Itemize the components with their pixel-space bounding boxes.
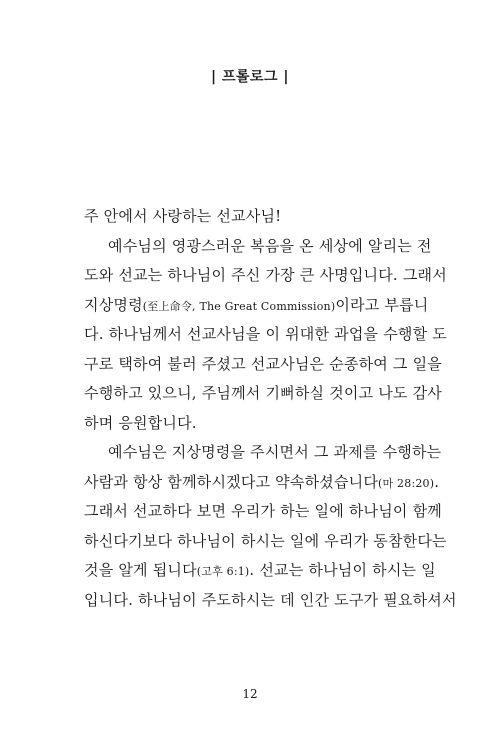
text-line: 다. 하나님께서 선교사님을 이 위대한 과업을 수행할 도: [84, 325, 447, 343]
text-line: [84, 291, 429, 321]
text-segment: 지상명령: [84, 295, 143, 314]
text-line: 도와 선교는 하나님이 주신 가장 큰 사명입니다. 그래서: [84, 266, 447, 284]
text-line: [84, 468, 440, 498]
text-line: 하신다기보다 하나님이 하시는 일에 우리가 동참한다는: [84, 531, 447, 550]
text-line: 예수님은 지상명령을 주시면서 그 과제를 수행하는: [108, 443, 442, 461]
text-segment: .: [434, 472, 440, 491]
scripture-reference: (고후 6:1): [196, 565, 250, 578]
text-segment: 사람과 항상 함께하시겠다고 약속하셨습니다: [84, 472, 379, 491]
text-line: 주 안에서 사랑하는 선교사님!: [84, 207, 282, 225]
scripture-reference: (마 28:20): [378, 476, 435, 490]
text-segment: 것을 알게 됩니다: [84, 561, 197, 579]
text-segment: 이라고 부릅니: [335, 295, 429, 314]
body-text: [84, 202, 457, 615]
text-line: 그래서 선교하다 보면 우리가 하는 일에 하나님이 함께: [84, 502, 442, 520]
page-number: 12: [242, 687, 258, 701]
text-line: 입니다. 하나님이 주도하시는 데 인간 도구가 필요하셔서: [84, 590, 457, 609]
hanja-english-annotation: (至上命令, The Great Commission): [142, 299, 336, 313]
text-line: 하며 응원합니다.: [84, 413, 197, 432]
text-line: 수행하고 있으니, 주님께서 기뻐하실 것이고 나도 감사: [84, 384, 442, 402]
text-segment: . 선교는 하나님이 하시는 일: [249, 561, 436, 579]
text-line: 예수님의 영광스러운 복음을 온 세상에 알리는 전: [108, 236, 432, 255]
section-title: | 프롤로그 |: [210, 69, 290, 85]
text-line: [84, 556, 436, 586]
text-line: 구로 택하여 불러 주셨고 선교사님은 순종하여 그 일을: [84, 354, 442, 373]
